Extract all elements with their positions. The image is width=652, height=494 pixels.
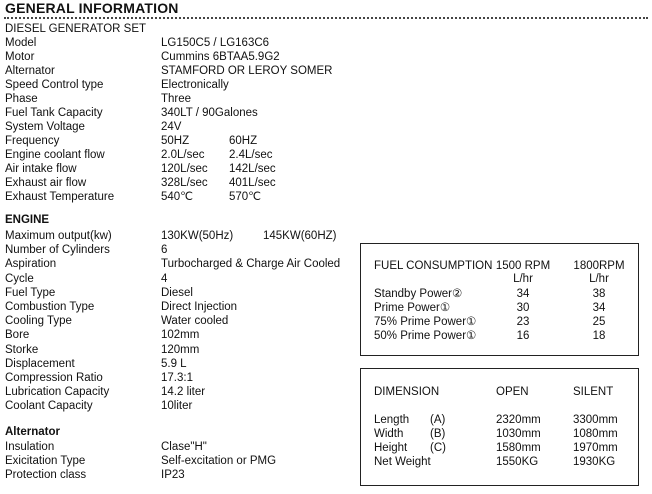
alternator-heading: Alternator xyxy=(5,426,60,438)
dimension-col-silent: SILENT xyxy=(573,386,614,398)
dimension-row-silent: 3300mm xyxy=(573,414,618,426)
spec-value: Water cooled xyxy=(161,315,229,328)
spec-value-secondary: 142L/sec xyxy=(229,163,276,175)
spec-value: 540℃ xyxy=(161,191,194,203)
spec-value-secondary: 145KW(60HZ) xyxy=(263,230,337,242)
spec-value: 2.0L/sec xyxy=(161,149,205,161)
spec-label: Phase xyxy=(5,93,38,105)
spec-label: Fuel Type xyxy=(5,286,56,299)
dimension-row-silent: 1970mm xyxy=(573,442,618,454)
spec-value: STAMFORD OR LEROY SOMER xyxy=(161,65,333,77)
spec-value: 50HZ xyxy=(161,135,190,147)
spec-value: 4 xyxy=(161,272,168,285)
fuel-unit-1500: L/hr xyxy=(513,273,533,285)
spec-label: Lubrication Capacity xyxy=(5,386,110,399)
spec-label: Speed Control type xyxy=(5,79,104,91)
dimension-box xyxy=(360,368,639,486)
spec-value: Direct Injection xyxy=(161,301,238,313)
fuel-row-label: 50% Prime Power① xyxy=(374,330,477,342)
dimension-row-open: 1030mm xyxy=(496,428,541,440)
spec-value: Electronically xyxy=(161,79,229,91)
fuel-row-1500: 30 xyxy=(516,302,530,314)
fuel-consumption-box xyxy=(360,243,639,356)
spec-value: 10liter xyxy=(161,400,193,413)
dimension-row-open: 2320mm xyxy=(496,414,541,426)
spec-label: Exicitation Type xyxy=(5,455,86,467)
dimension-row-key: (B) xyxy=(430,428,446,440)
general-heading-label: DIESEL GENERATOR SET xyxy=(5,23,147,35)
spec-label: Cooling Type xyxy=(5,315,72,328)
spec-value: Self-excitation or PMG xyxy=(161,455,277,467)
spec-label: Combustion Type xyxy=(5,301,95,313)
fuel-row-1800: 25 xyxy=(592,316,606,328)
spec-label: Storke xyxy=(5,343,39,356)
spec-value-secondary: 2.4L/sec xyxy=(229,149,273,161)
spec-value: Turbocharged & Charge Air Cooled xyxy=(161,258,341,271)
fuel-unit-1800: L/hr xyxy=(589,273,609,285)
spec-label: Alternator xyxy=(5,65,55,77)
spec-value: Diesel xyxy=(161,286,193,299)
spec-value: 24V xyxy=(161,121,182,133)
spec-label: Exhaust air flow xyxy=(5,177,87,189)
fuel-row-1500: 23 xyxy=(516,316,530,328)
spec-value: 120L/sec xyxy=(161,163,208,175)
spec-value: Cummins 6BTAA5.9G2 xyxy=(161,51,280,63)
fuel-row-1500: 34 xyxy=(516,288,530,300)
spec-value: 328L/sec xyxy=(161,177,208,189)
dotted-divider xyxy=(4,17,648,19)
spec-value-secondary: 570℃ xyxy=(229,191,262,203)
dimension-row-label: Height xyxy=(374,442,408,454)
spec-value: 14.2 liter xyxy=(161,386,206,399)
spec-label: System Voltage xyxy=(5,121,85,133)
spec-label: Fuel Tank Capacity xyxy=(5,107,103,119)
spec-label: Aspiration xyxy=(5,258,57,271)
fuel-row-label: Standby Power② xyxy=(374,288,463,300)
spec-label: Displacement xyxy=(5,357,75,370)
spec-label: Engine coolant flow xyxy=(5,149,105,161)
fuel-row-1800: 38 xyxy=(592,288,606,300)
fuel-row-label: Prime Power① xyxy=(374,302,451,314)
spec-label: Coolant Capacity xyxy=(5,400,93,413)
fuel-row-1800: 18 xyxy=(592,330,606,342)
fuel-row-1800: 34 xyxy=(592,302,606,314)
spec-value: IP23 xyxy=(161,469,185,481)
fuel-row-label: 75% Prime Power① xyxy=(374,316,477,328)
spec-label: Bore xyxy=(5,329,30,342)
spec-value: 5.9 L xyxy=(161,357,187,370)
spec-label: Model xyxy=(5,37,37,49)
dimension-row-open: 1550KG xyxy=(496,456,539,468)
spec-label: Compression Ratio xyxy=(5,372,103,384)
spec-value: 120mm xyxy=(161,343,200,356)
dimension-heading: DIMENSION xyxy=(374,386,440,398)
spec-value: LG150C5 / LG163C6 xyxy=(161,37,270,49)
spec-value: Clase"H" xyxy=(161,441,207,453)
spec-label: Maximum output(kw) xyxy=(5,230,112,242)
dimension-row-label: Width xyxy=(374,428,404,440)
dimension-row-silent: 1080mm xyxy=(573,428,618,440)
spec-value-secondary: 401L/sec xyxy=(229,177,276,189)
fuel-col-1500: 1500 RPM xyxy=(495,260,551,272)
dimension-row-silent: 1930KG xyxy=(573,456,616,468)
spec-value: 17.3:1 xyxy=(161,372,193,384)
spec-label: Motor xyxy=(5,51,35,63)
spec-label: Frequency xyxy=(5,135,60,147)
engine-heading: ENGINE xyxy=(5,214,50,226)
dimension-row-open: 1580mm xyxy=(496,442,541,454)
spec-label: Exhaust Temperature xyxy=(5,191,115,203)
fuel-row-1500: 16 xyxy=(516,330,530,342)
spec-label: Protection class xyxy=(5,469,87,481)
fuel-heading: FUEL CONSUMPTION xyxy=(374,260,493,272)
spec-label: Number of Cylinders xyxy=(5,244,110,257)
dimension-row-label: Net Weight xyxy=(374,456,431,468)
fuel-col-1800: 1800RPM xyxy=(573,260,625,272)
page-title: GENERAL INFORMATION xyxy=(5,0,179,16)
dimension-row-label: Length xyxy=(374,414,410,426)
spec-value: 102mm xyxy=(161,329,200,342)
spec-value: Three xyxy=(161,93,192,105)
spec-label: Insulation xyxy=(5,441,55,453)
spec-value-secondary: 60HZ xyxy=(229,135,258,147)
spec-value: 6 xyxy=(161,244,168,257)
dimension-col-open: OPEN xyxy=(496,386,529,398)
dimension-row-key: (C) xyxy=(430,442,446,454)
spec-label: Cycle xyxy=(5,272,34,285)
spec-value: 130KW(50Hz) xyxy=(161,230,234,242)
dimension-row-key: (A) xyxy=(430,414,446,426)
spec-value: 340LT / 90Galones xyxy=(161,107,258,119)
spec-label: Air intake flow xyxy=(5,163,77,175)
